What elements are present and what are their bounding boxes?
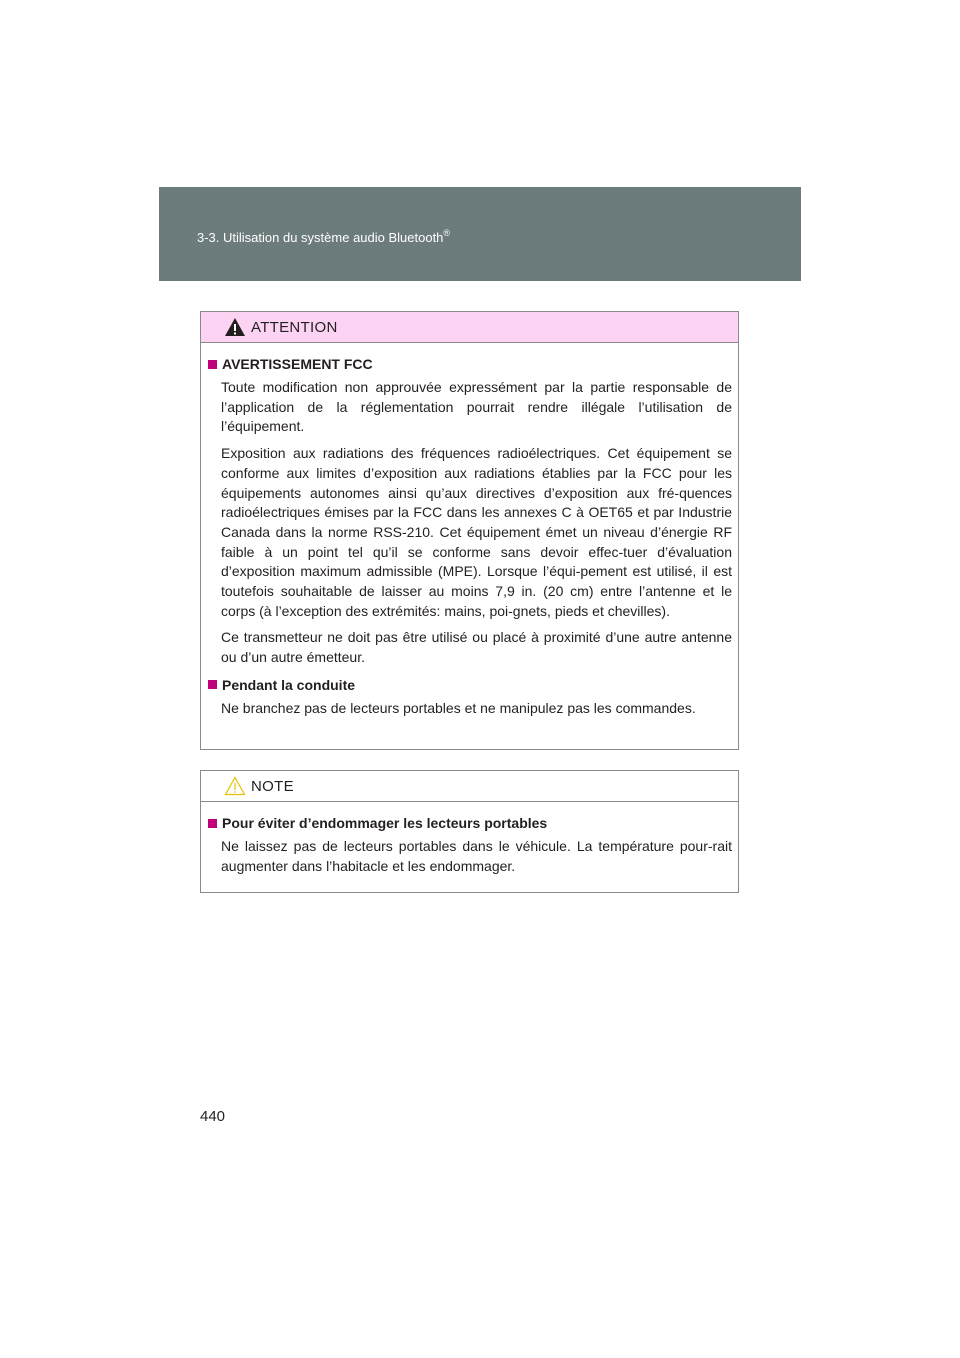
note-title: NOTE <box>251 778 294 795</box>
caution-icon <box>224 776 246 796</box>
section-heading-text: Pendant la conduite <box>222 676 356 693</box>
registered-trademark: ® <box>443 228 451 238</box>
attention-body <box>201 343 738 719</box>
square-bullet-icon <box>208 819 217 828</box>
paragraph: Ce transmetteur ne doit pas être utilisé ou placé à proximité d’une autre antenne ou d’un autre émetteur. <box>221 629 732 666</box>
paragraph: Toute modification non approuvée expressément par la partie responsable de l’application de la réglementation pourrait rendre illégale l’utilisation de l’équipement. <box>221 379 732 435</box>
attention-box <box>200 311 739 750</box>
square-bullet-icon <box>208 680 217 689</box>
chapter-header <box>159 187 801 281</box>
paragraph: Ne laissez pas de lecteurs portables dans le véhicule. La température pour-rait augmenter dans l’habitacle et les endommager. <box>221 838 732 874</box>
section-heading <box>208 813 732 833</box>
section-heading <box>208 675 732 695</box>
section-heading-text: AVERTISSEMENT FCC <box>222 356 373 372</box>
note-header <box>201 771 738 802</box>
note-body <box>201 802 738 876</box>
section-heading <box>208 354 732 374</box>
square-bullet-icon <box>208 360 217 369</box>
section-heading-text: Pour éviter d’endommager les lecteurs portables <box>222 815 548 831</box>
paragraph: Exposition aux radiations des fréquences radioélectriques. Cet équipement se conforme aux limites d’exposition aux radiations établies par la FCC pour les équipements autonomes ainsi qu’aux directives d’exposition aux fré-quences radioélectriques émises par la FCC dans les annexes C à OET65 et par Industrie Canada dans la norme RSS-210. Cet équipement émet un niveau d’énergie RF faible à un point tel qu’il se conforme sans devoir effec-tuer d’évaluation d’exposition maximum admissible (MPE). Lorsque l’équi-pement est utilisé, il est toutefois souhaitable de laisser au moins 7,9 in. (20 cm) entre l’antenne et le corps (à l’exception des extrémités: mains, poi-gnets, pieds et chevilles). <box>221 445 732 619</box>
page-number: 440 <box>200 1108 226 1125</box>
attention-title: ATTENTION <box>251 319 338 336</box>
paragraph: Ne branchez pas de lecteurs portables et ne manipulez pas les commandes. <box>221 699 696 716</box>
chapter-title <box>197 228 450 245</box>
warning-icon <box>224 317 246 337</box>
attention-header <box>201 312 738 343</box>
note-box <box>200 770 739 893</box>
chapter-title-text: 3-3. Utilisation du système audio Bluetooth <box>197 230 444 245</box>
